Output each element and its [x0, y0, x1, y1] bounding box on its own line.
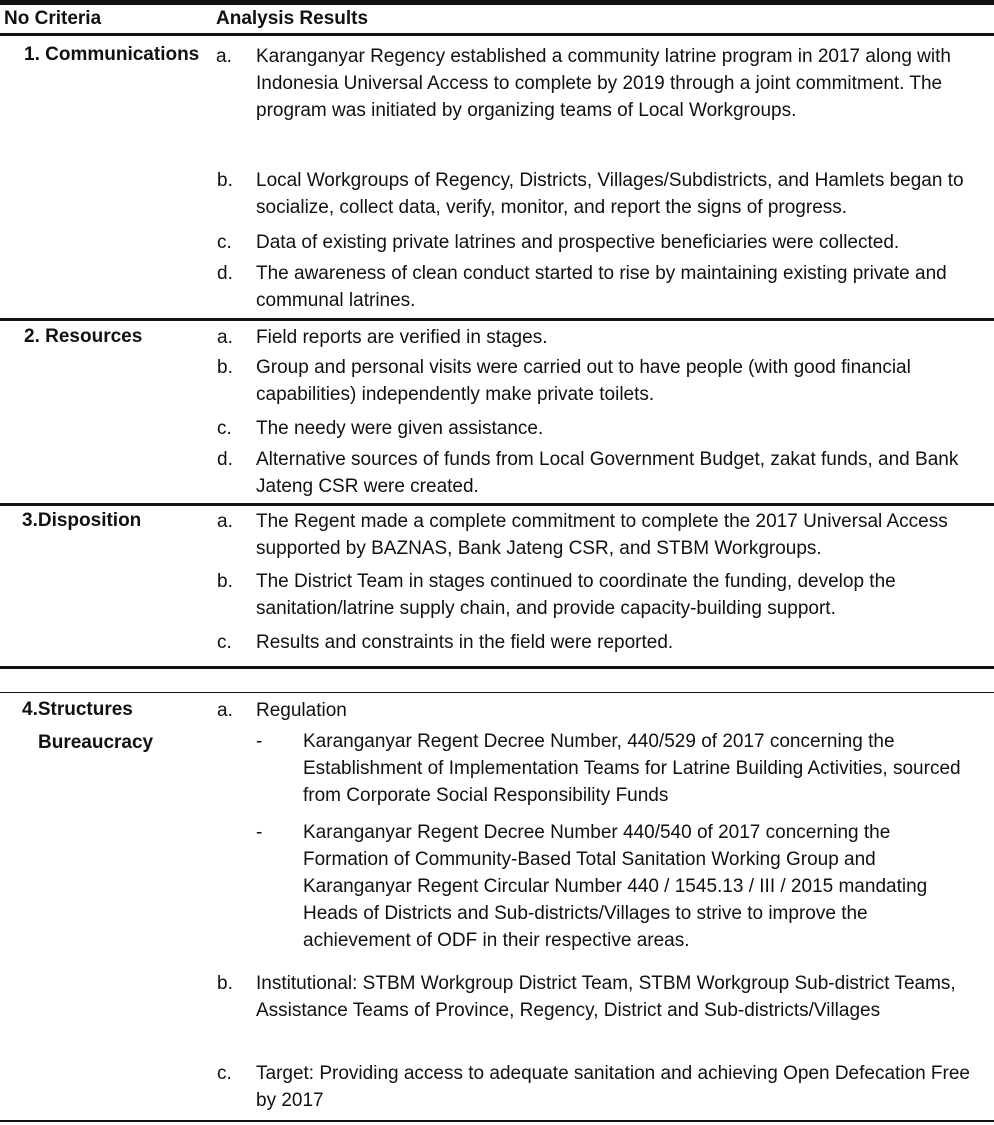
row-rule [0, 318, 994, 321]
item-label: c. [217, 418, 232, 439]
item-label: b. [217, 170, 233, 191]
item-text: Data of existing private latrines and prospective beneficiaries were collected. [256, 232, 900, 253]
criteria-structures: 4.Structures [22, 699, 133, 720]
item-label: a. [217, 700, 233, 721]
row-rule-thin [0, 692, 994, 693]
item-label: a. [217, 327, 233, 348]
item-bullet: - [256, 822, 263, 843]
item-label: a. [217, 511, 233, 532]
item-label: b. [217, 973, 233, 994]
item-text: Alternative sources of funds from Local Government Budget, zakat funds, and Bank Jateng CSR were created. [256, 449, 959, 497]
item-text: Karanganyar Regent Decree Number 440/540 of 2017 concerning the Formation of Community-Based Total Sanitation Working Group and Karanganyar Regent Circular Number 440 / 1545.13 / III / 2015 mandating Heads of Districts and Sub-districts/Villages to strive to improve the achievement of ODF in their respective areas. [303, 822, 928, 951]
header-rule [0, 33, 994, 36]
item-text: The Regent made a complete commitment to complete the 2017 Universal Access supported by BAZNAS, Bank Jateng CSR, and STBM Workgroups. [256, 511, 948, 559]
criteria-bureaucracy: Bureaucracy [38, 732, 154, 753]
item-text: Regulation [256, 700, 347, 721]
table-header [0, 6, 994, 32]
criteria-disposition: 3.Disposition [22, 510, 142, 531]
item-text: The needy were given assistance. [256, 418, 544, 439]
item-label: c. [217, 232, 232, 253]
item-text: Institutional: STBM Workgroup District Team, STBM Workgroup Sub-district Teams, Assistance Teams of Province, Regency, District and Sub-districts/Villages [256, 973, 956, 1021]
item-text: Karanganyar Regency established a community latrine program in 2017 along with Indonesia Universal Access to complete by 2019 through a joint commitment. The program was initiated by organizing teams of Local Workgroups. [256, 46, 951, 121]
item-label: d. [217, 263, 233, 284]
item-text: The District Team in stages continued to coordinate the funding, develop the sanitation/latrine supply chain, and provide capacity-building support. [256, 571, 896, 619]
item-text: Group and personal visits were carried out to have people (with good financial capabilities) independently make private toilets. [256, 357, 911, 405]
item-label: a. [216, 46, 232, 67]
header-analysis-results: Analysis Results [216, 8, 369, 29]
criteria-resources: 2. Resources [24, 326, 143, 347]
row-rule [0, 503, 994, 506]
item-label: b. [217, 571, 233, 592]
header-no-criteria: No Criteria [4, 8, 102, 29]
item-label: c. [217, 1063, 232, 1084]
item-text: Target: Providing access to adequate sanitation and achieving Open Defecation Free by 2017 [256, 1063, 971, 1111]
criteria-communications: 1. Communications [24, 44, 200, 65]
row-rule [0, 666, 994, 669]
item-text: The awareness of clean conduct started to rise by maintaining existing private and communal latrines. [256, 263, 947, 311]
item-bullet: - [256, 731, 263, 752]
item-label: d. [217, 449, 233, 470]
table-bottom-rule [0, 1120, 994, 1122]
item-label: c. [217, 632, 232, 653]
item-text: Field reports are verified in stages. [256, 327, 548, 348]
item-text: Karanganyar Regent Decree Number, 440/529 of 2017 concerning the Establishment of Implementation Teams for Latrine Building Activities, sourced from Corporate Social Responsibility Funds [303, 731, 961, 806]
item-label: b. [217, 357, 233, 378]
item-text: Results and constraints in the field were reported. [256, 632, 674, 653]
table-top-rule [0, 0, 994, 5]
item-text: Local Workgroups of Regency, Districts, Villages/Subdistricts, and Hamlets began to socialize, collect data, verify, monitor, and report the signs of progress. [256, 170, 964, 218]
